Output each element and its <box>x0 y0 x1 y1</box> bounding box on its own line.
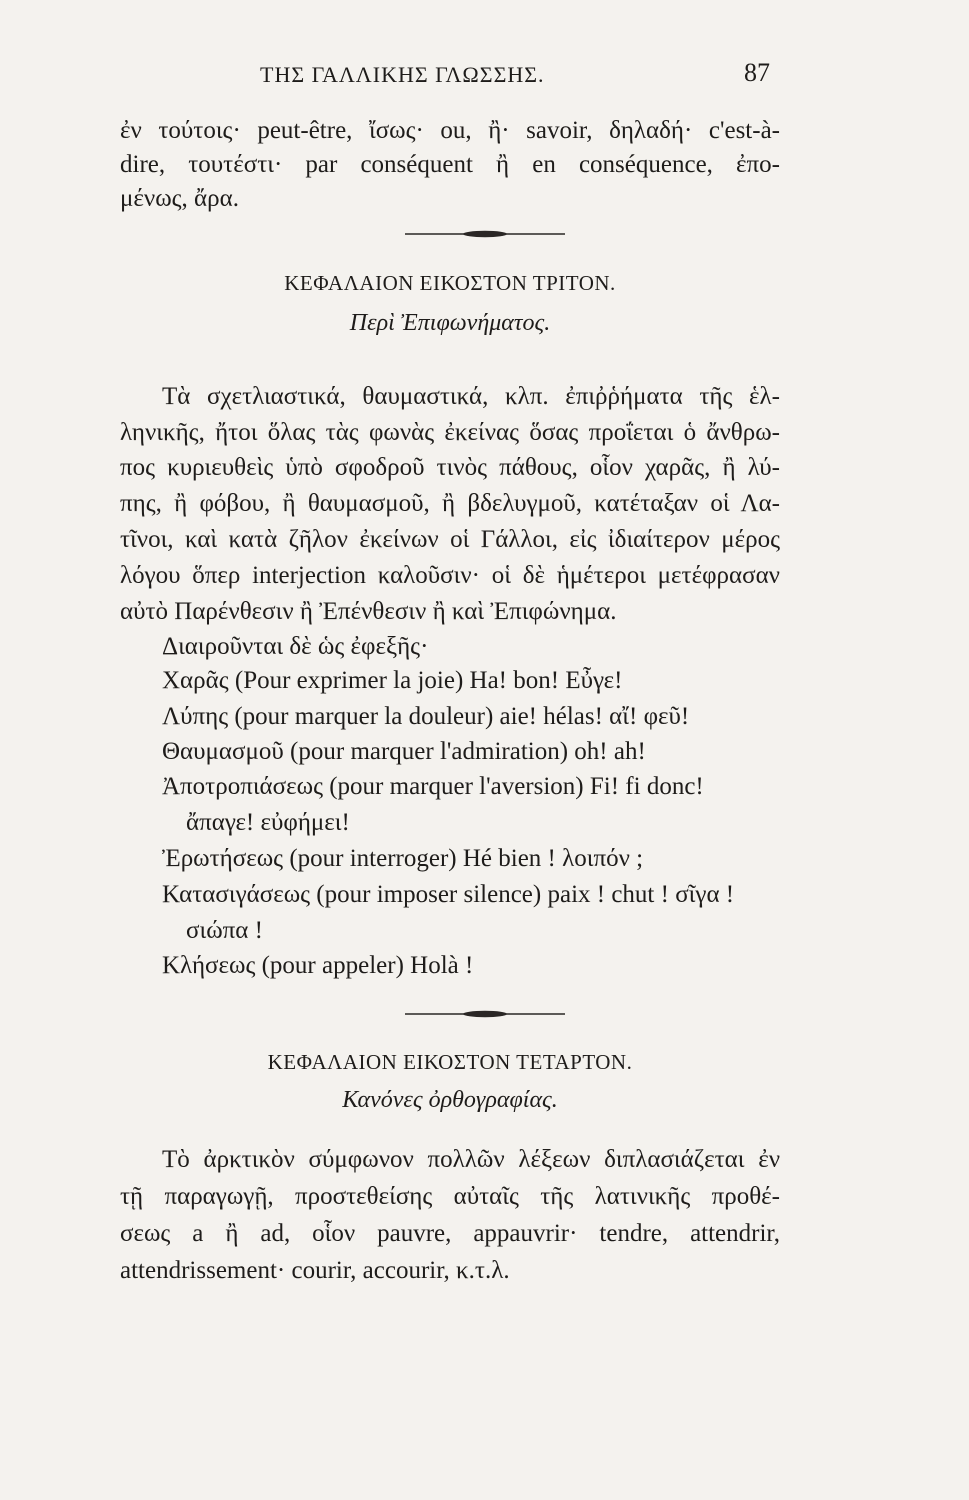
chapter-subheading: Κανόνες ὀρθογραφίας. <box>342 1087 558 1113</box>
paragraph-line: πος κυριευθεὶς ὑπὸ σφοδροῦ τινὸς πάθους, οἷον χαρᾶς, ἢ λύ- <box>120 454 780 481</box>
interjection-item: Κατασιγάσεως (pour imposer silence) paix ! chut ! σῖγα ! <box>162 881 735 908</box>
intro-line: dire, τουτέστι· par conséquent ἢ en conséquence, ἐπο- <box>120 151 780 178</box>
interjection-item: Κλήσεως (pour appeler) Holà ! <box>162 952 474 979</box>
interjection-item: ἄπαγε! εὐφήμει! <box>186 809 350 836</box>
paragraph-line: Τὰ σχετλιαστικά, θαυμαστικά, κλπ. ἐπιῤῥήματα τῆς ἑλ- <box>162 383 780 410</box>
page-header <box>120 58 770 92</box>
interjection-item: Θαυμασμοῦ (pour marquer l'admiration) oh! ah! <box>162 738 646 765</box>
paragraph-line: ληνικῆς, ἤτοι ὅλας τὰς φωνὰς ἐκείνας ὅσας προΐεται ὁ ἄνθρω- <box>120 419 780 446</box>
paragraph-line: Τὸ ἀρκτικὸν σύμφωνον πολλῶν λέξεων διπλασιάζεται ἐν <box>162 1146 780 1173</box>
ornament-divider <box>385 228 585 240</box>
intro-line: μένως, ἄρα. <box>120 185 239 212</box>
ornament-divider <box>385 1008 585 1020</box>
paragraph-line: αὐτὸ Παρένθεσιν ἢ Ἐπένθεσιν ἢ καὶ Ἐπιφώνημα. <box>120 598 617 625</box>
paragraph-line: τῖνοι, καὶ κατὰ ζῆλον ἐκείνων οἱ Γάλλοι, εἰς ἰδιαίτερον μέρος <box>120 526 780 553</box>
page-number: 87 <box>744 58 770 87</box>
chapter-heading: ΚΕΦΑΛΑΙΟΝ ΕΙΚΟΣΤΟΝ ΤΕΤΑΡΤΟΝ. <box>267 1050 633 1074</box>
interjection-item: σιώπα ! <box>186 917 263 944</box>
chapter-subheading: Περὶ Ἐπιφωνήματος. <box>349 310 551 336</box>
interjection-item: Ἐρωτήσεως (pour interroger) Hé bien ! λοιπόν ; <box>162 845 644 872</box>
interjection-item: Λύπης (pour marquer la douleur) aie! hélas! αἴ! φεῦ! <box>162 703 690 730</box>
chapter-heading: ΚΕΦΑΛΑΙΟΝ ΕΙΚΟΣΤΟΝ ΤΡΙΤΟΝ. <box>284 271 616 295</box>
paragraph-line: τῇ παραγωγῇ, προστεθείσης αὐταῖς τῆς λατινικῆς προθέ- <box>120 1183 780 1210</box>
paragraph-line: attendrissement· courir, accourir, κ.τ.λ. <box>120 1257 510 1284</box>
division-intro: Διαιροῦνται δὲ ὡς ἐφεξῆς· <box>162 633 429 660</box>
paragraph-line: λόγου ὅπερ interjection καλοῦσιν· οἱ δὲ ἡμέτεροι μετέφρασαν <box>120 562 780 589</box>
interjection-item: Χαρᾶς (Pour exprimer la joie) Ha! bon! Εὖγε! <box>162 667 623 694</box>
paragraph-line: πης, ἢ φόβου, ἢ θαυμασμοῦ, ἢ βδελυγμοῦ, κατέταξαν οἱ Λα- <box>120 490 780 517</box>
intro-line: ἐν τούτοις· peut-être, ἴσως· ou, ἢ· savoir, δηλαδή· c'est-à- <box>120 117 780 144</box>
running-title: ΤΗΣ ΓΑΛΛΙΚΗΣ ΓΛΩΣΣΗΣ. <box>260 62 545 87</box>
interjection-item: Ἀποτροπιάσεως (pour marquer l'aversion) Fi! fi donc! <box>162 773 704 800</box>
paragraph-line: σεως a ἢ ad, οἷον pauvre, appauvrir· tendre, attendrir, <box>120 1220 780 1247</box>
